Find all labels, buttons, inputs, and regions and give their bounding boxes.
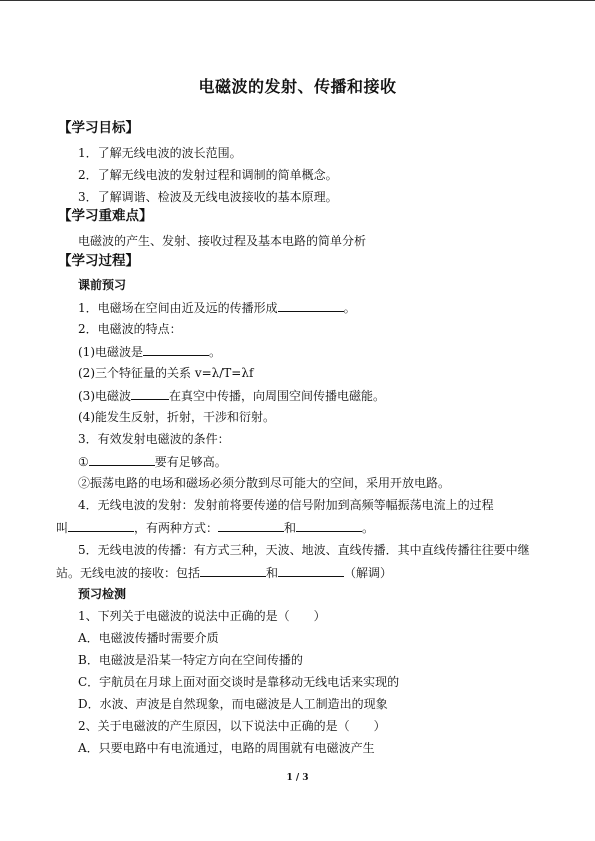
answer-blank[interactable] xyxy=(143,344,209,356)
preview-q2-3 xyxy=(78,388,385,403)
preview-q4-cont-d: 。 xyxy=(362,521,375,535)
preview-q2-2: (2)三个特征量的关系 v=λ/T=λf xyxy=(78,366,254,380)
check-q2: 2、关于电磁波的产生原因，以下说法中正确的是（ ） xyxy=(78,719,386,733)
preview-q2-1-text: (1)电磁波是 xyxy=(78,345,143,359)
goal-item-1: 1．了解无线电波的波长范围。 xyxy=(78,146,242,160)
preview-q3-1-text-a: ① xyxy=(78,455,89,469)
check-q1-option-c: C．宇航员在月球上面对面交谈时是靠移动无线电话来实现的 xyxy=(78,675,400,689)
preview-q2-3-text-b: 在真空中传播，向周围空间传播电磁能。 xyxy=(169,389,386,403)
preview-q1-text: 1．电磁场在空间由近及远的传播形成 xyxy=(78,301,278,315)
answer-blank[interactable] xyxy=(68,520,134,532)
preview-q4-cont-c: 和 xyxy=(284,521,297,535)
preview-q2-1 xyxy=(78,344,221,359)
preview-q2: 2．电磁波的特点： xyxy=(78,322,182,336)
answer-blank[interactable] xyxy=(89,454,155,466)
preview-q5-cont xyxy=(56,565,392,580)
preview-q3-1-text-b: 要有足够高。 xyxy=(154,455,227,469)
preview-q3-2: ②振荡电路的电场和磁场必须分散到尽可能大的空间，采用开放电路。 xyxy=(78,476,451,490)
preview-title: 课前预习 xyxy=(78,278,127,292)
answer-blank[interactable] xyxy=(218,520,284,532)
preview-q3: 3．有效发射电磁波的条件： xyxy=(78,432,230,446)
check-q1-option-b: B．电磁波是沿某一特定方向在空间传播的 xyxy=(78,653,303,667)
preview-q4-cont-a: 叫 xyxy=(56,521,69,535)
preview-q4: 4．无线电波的发射：发射前将要传递的信号附加到高频等幅振荡电流上的过程 xyxy=(78,498,494,512)
answer-blank[interactable] xyxy=(278,300,344,312)
preview-q2-3-text-a: (3)电磁波 xyxy=(78,389,131,403)
answer-blank[interactable] xyxy=(200,565,266,577)
preview-q3-1 xyxy=(78,454,227,469)
preview-q5-cont-c: （解调） xyxy=(344,566,393,580)
goal-item-2: 2．了解无线电波的发射过程和调制的简单概念。 xyxy=(78,168,338,182)
answer-blank[interactable] xyxy=(131,388,169,400)
check-q1-option-a: A．电磁波传播时需要介质 xyxy=(78,631,219,645)
check-q1-option-d: D．水波、声波是自然现象，而电磁波是人工制造出的现象 xyxy=(78,697,388,711)
check-q2-option-a: A．只要电路中有电流通过，电路的周围就有电磁波产生 xyxy=(78,741,375,755)
preview-q5-cont-b: 和 xyxy=(266,566,279,580)
preview-q2-4: (4)能发生反射，折射，干涉和衍射。 xyxy=(78,410,275,424)
preview-q5: 5．无线电波的传播：有方式三种，天波、地波、直线传播．其中直线传播往往要中继 xyxy=(78,543,530,557)
preview-q1 xyxy=(78,300,356,315)
check-title: 预习检测 xyxy=(78,587,127,601)
preview-q4-cont xyxy=(56,520,374,535)
preview-q5-cont-a: 站。无线电波的接收：包括 xyxy=(56,566,201,580)
goal-item-3: 3．了解调谐、检波及无线电波接收的基本原理。 xyxy=(78,190,338,204)
key-points-text: 电磁波的产生、发射、接收过程及基本电路的简单分析 xyxy=(78,234,367,248)
answer-blank[interactable] xyxy=(278,565,344,577)
section-heading-goals: 【学习目标】 xyxy=(58,120,139,136)
answer-blank[interactable] xyxy=(296,520,362,532)
preview-q1-end: 。 xyxy=(343,301,356,315)
page-number: 1 / 3 xyxy=(286,773,309,783)
preview-q2-1-end: 。 xyxy=(209,345,222,359)
section-heading-process: 【学习过程】 xyxy=(58,253,139,269)
document-title: 电磁波的发射、传播和接收 xyxy=(198,77,397,96)
preview-q4-cont-b: ，有两种方式： xyxy=(134,521,219,535)
check-q1: 1、下列关于电磁波的说法中正确的是（ ） xyxy=(78,609,326,623)
section-heading-key-points: 【学习重难点】 xyxy=(58,208,153,224)
